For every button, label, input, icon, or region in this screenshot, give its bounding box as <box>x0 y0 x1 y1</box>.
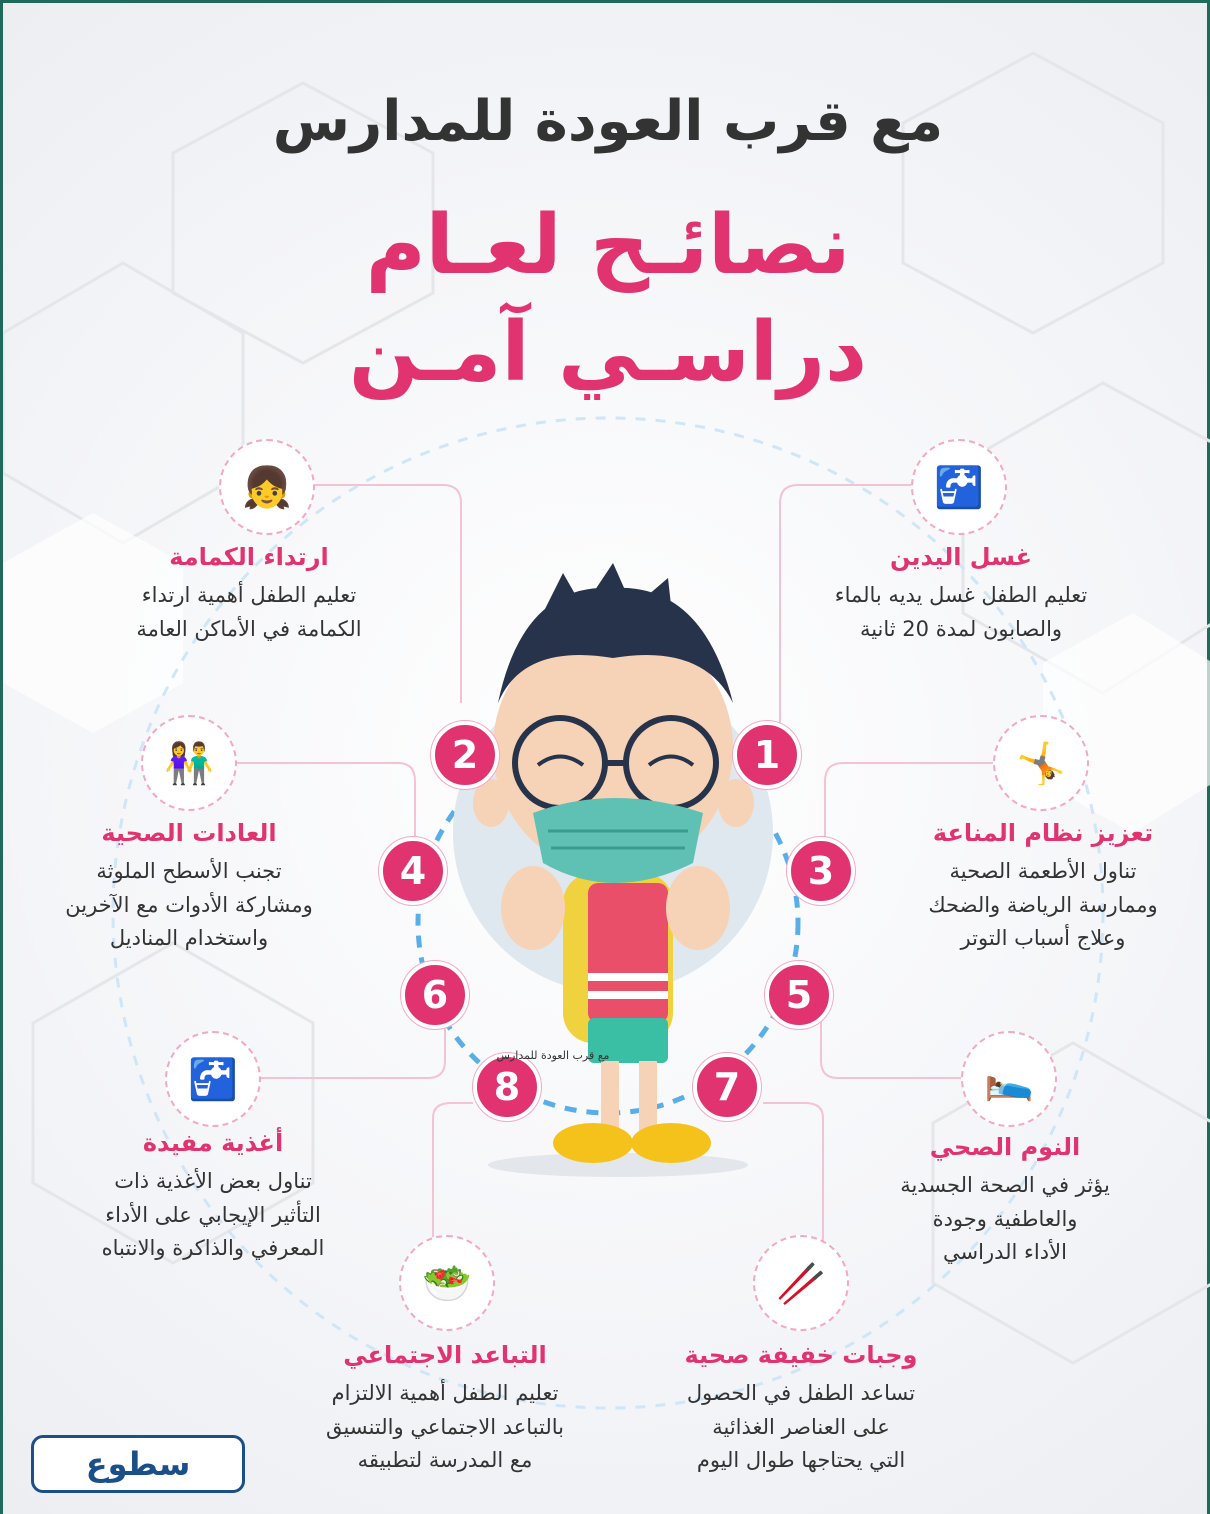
tip-hand-washing <box>781 543 1141 646</box>
number-badge-2: 2 <box>431 721 499 789</box>
number-badge-5: 5 <box>765 961 833 1029</box>
logo-text: سطوع <box>85 1445 191 1483</box>
brand-logo[interactable] <box>31 1435 245 1493</box>
hand-washing-icon-2: 🚰 <box>165 1031 261 1127</box>
tip-title: النوم الصحي <box>929 1133 1081 1161</box>
tip-text: تعليم الطفل غسل يديه بالماء والصابون لمدة 20 ثانية <box>834 583 1088 641</box>
tip-text: تجنب الأسطح الملوثة ومشاركة الأدوات مع الآخرين واستخدام المناديل <box>65 859 313 951</box>
tip-healthy-habits <box>9 819 369 956</box>
girl-mask-icon: 👧 <box>219 439 315 535</box>
page-title <box>283 193 933 406</box>
number-badge-8: 8 <box>473 1053 541 1121</box>
page-title-line2: دراسـي آمـن <box>348 304 868 400</box>
tip-immunity <box>863 819 1210 956</box>
number-badge-4: 4 <box>379 837 447 905</box>
tip-text: تعليم الطفل أهمية الالتزام بالتباعد الاجتماعي والتنسيق مع المدرسة لتطبيقه <box>326 1381 564 1473</box>
tip-snacks <box>621 1341 981 1478</box>
tip-text: تناول بعض الأغذية ذات التأثير الإيجابي على الأداء المعرفي والذاكرة والانتباه <box>101 1169 325 1261</box>
center-caption: مع قرب العودة للمدارس <box>496 1049 610 1062</box>
child-eating-icon: 🥢 <box>753 1235 849 1331</box>
tip-title: تعزيز نظام المناعة <box>932 819 1154 847</box>
page-title-line1: نصائـح لعـام <box>365 198 851 293</box>
kids-hygiene-icon: 👫 <box>141 715 237 811</box>
number-badge-6: 6 <box>401 961 469 1029</box>
tip-mask <box>69 543 429 646</box>
tip-title: أغذية مفيدة <box>142 1129 284 1157</box>
tip-sleep <box>825 1133 1185 1270</box>
number-badge-3: 3 <box>787 837 855 905</box>
tip-text: تساعد الطفل في الحصول على العناصر الغذائية التي يحتاجها طوال اليوم <box>686 1381 916 1473</box>
tip-text: يؤثر في الصحة الجسدية والعاطفية وجودة الأداء الدراسي <box>900 1173 1110 1265</box>
tip-title: وجبات خفيفة صحية <box>684 1341 918 1369</box>
number-badge-1: 1 <box>733 721 801 789</box>
tip-food <box>33 1129 393 1266</box>
sleeping-icon: 🛌 <box>961 1031 1057 1127</box>
tip-title: التباعد الاجتماعي <box>343 1341 547 1369</box>
tip-text: تناول الأطعمة الصحية وممارسة الرياضة والضحك وعلاج أسباب التوتر <box>928 859 1158 951</box>
tip-distancing <box>265 1341 625 1478</box>
tip-title: العادات الصحية <box>101 819 277 847</box>
hand-washing-icon: 🚰 <box>911 439 1007 535</box>
tip-text: تعليم الطفل أهمية ارتداء الكمامة في الأماكن العامة <box>136 583 362 641</box>
tip-title: ارتداء الكمامة <box>169 543 329 571</box>
exercise-icon: 🤸 <box>993 715 1089 811</box>
page-subtitle: مع قرب العودة للمدارس <box>272 89 944 154</box>
tip-title: غسل اليدين <box>889 543 1033 571</box>
number-badge-7: 7 <box>693 1053 761 1121</box>
healthy-food-icon: 🥗 <box>399 1235 495 1331</box>
